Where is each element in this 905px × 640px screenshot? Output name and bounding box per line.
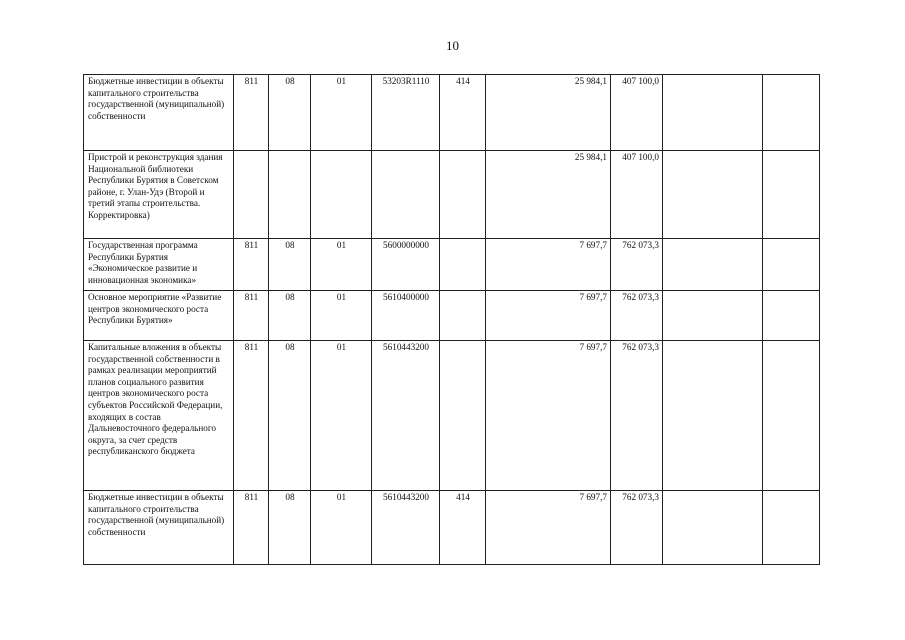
- subsection-code: 01: [311, 341, 372, 491]
- table-row: [84, 75, 820, 151]
- section-code: 08: [269, 491, 311, 565]
- amount-3: [663, 341, 763, 491]
- amount-3: [663, 75, 763, 151]
- amount-4: [763, 341, 820, 491]
- table-row: [84, 491, 820, 565]
- expense-type-code: [440, 239, 486, 291]
- ministry-code: 811: [234, 491, 269, 565]
- section-code: 08: [269, 291, 311, 341]
- amount-3: [663, 151, 763, 239]
- target-article-code: [372, 151, 440, 239]
- amount-2: 407 100,0: [611, 75, 663, 151]
- subsection-code: 01: [311, 239, 372, 291]
- row-description: Капитальные вложения в объекты государственной собственности в рамках реализации мероприятий планов социального развития центров экономического роста субъектов Российской Федерации, входящих в состав Дальневосточного федерального округа, за счет средств республиканского бюджета: [84, 341, 234, 491]
- section-code: 08: [269, 75, 311, 151]
- table-row: [84, 341, 820, 491]
- amount-2: 762 073,3: [611, 239, 663, 291]
- expense-type-code: [440, 291, 486, 341]
- table-row: [84, 151, 820, 239]
- row-description: Государственная программа Республики Бурятия «Экономическое развитие и инновационная экономика»: [84, 239, 234, 291]
- row-description: Основное мероприятие «Развитие центров экономического роста Республики Бурятия»: [84, 291, 234, 341]
- table-row: [84, 291, 820, 341]
- amount-1: 25 984,1: [486, 151, 611, 239]
- amount-1: 7 697,7: [486, 491, 611, 565]
- ministry-code: 811: [234, 291, 269, 341]
- ministry-code: 811: [234, 75, 269, 151]
- target-article-code: 53203R1110: [372, 75, 440, 151]
- amount-4: [763, 239, 820, 291]
- section-code: 08: [269, 239, 311, 291]
- subsection-code: 01: [311, 291, 372, 341]
- budget-table: [83, 74, 820, 565]
- table-row: [84, 239, 820, 291]
- subsection-code: 01: [311, 75, 372, 151]
- section-code: [269, 151, 311, 239]
- amount-4: [763, 75, 820, 151]
- amount-4: [763, 491, 820, 565]
- amount-2: 762 073,3: [611, 341, 663, 491]
- expense-type-code: [440, 151, 486, 239]
- target-article-code: 5600000000: [372, 239, 440, 291]
- amount-1: 7 697,7: [486, 239, 611, 291]
- amount-1: 7 697,7: [486, 291, 611, 341]
- subsection-code: 01: [311, 491, 372, 565]
- target-article-code: 5610443200: [372, 491, 440, 565]
- amount-3: [663, 291, 763, 341]
- expense-type-code: 414: [440, 491, 486, 565]
- amount-1: 25 984,1: [486, 75, 611, 151]
- page-number: 10: [446, 38, 459, 53]
- amount-2: 762 073,3: [611, 491, 663, 565]
- ministry-code: 811: [234, 341, 269, 491]
- amount-3: [663, 491, 763, 565]
- target-article-code: 5610400000: [372, 291, 440, 341]
- subsection-code: [311, 151, 372, 239]
- expense-type-code: 414: [440, 75, 486, 151]
- expense-type-code: [440, 341, 486, 491]
- target-article-code: 5610443200: [372, 341, 440, 491]
- row-description: Бюджетные инвестиции в объекты капитального строительства государственной (муниципальной) собственности: [84, 491, 234, 565]
- amount-2: 762 073,3: [611, 291, 663, 341]
- ministry-code: 811: [234, 239, 269, 291]
- amount-1: 7 697,7: [486, 341, 611, 491]
- ministry-code: [234, 151, 269, 239]
- amount-4: [763, 291, 820, 341]
- section-code: 08: [269, 341, 311, 491]
- amount-2: 407 100,0: [611, 151, 663, 239]
- amount-3: [663, 239, 763, 291]
- row-description: Пристрой и реконструкция здания Национальной библиотеки Республики Бурятия в Советском районе, г. Улан-Удэ (Второй и третий этапы строительства. Корректировка): [84, 151, 234, 239]
- row-description: Бюджетные инвестиции в объекты капитального строительства государственной (муниципальной) собственности: [84, 75, 234, 151]
- amount-4: [763, 151, 820, 239]
